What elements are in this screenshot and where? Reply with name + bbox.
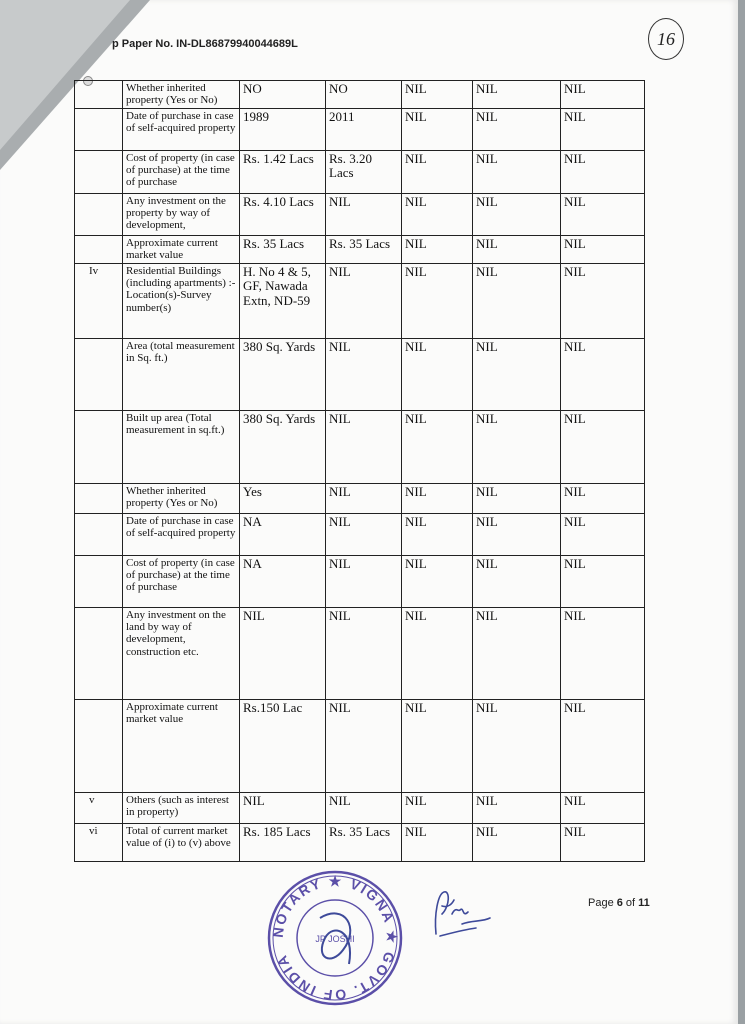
value-cell: NIL [473,792,561,823]
value-cell: NIL [240,792,326,823]
value-cell: NIL [561,699,645,792]
row-index [75,513,123,555]
value-cell: NIL [473,150,561,193]
value-cell: Rs. 4.10 Lacs [240,193,326,235]
value-cell: 380 Sq. Yards [240,338,326,410]
table-row [75,555,645,607]
property-details-table [74,80,645,862]
value-cell: NIL [473,410,561,483]
value-cell: Yes [240,483,326,513]
value-cell: NIL [402,338,473,410]
row-index [75,483,123,513]
row-label: Approximate current market value [123,235,240,263]
value-cell: 380 Sq. Yards [240,410,326,483]
table-row [75,263,645,338]
value-cell: H. No 4 & 5, GF, Nawada Extn, ND-59 [240,263,326,338]
table-row [75,483,645,513]
value-cell: NIL [561,193,645,235]
value-cell: NIL [326,338,402,410]
value-cell: NIL [402,81,473,109]
row-index [75,555,123,607]
value-cell: NIL [561,483,645,513]
notary-ring-text: NOTARY ★ VIGNA ★ GOVT. OF INDIA [269,872,401,1004]
row-label: Others (such as interest in property) [123,792,240,823]
row-label: Total of current market value of (i) to (v) above [123,823,240,861]
value-cell: NIL [473,263,561,338]
row-index: vi [75,823,123,861]
row-label: Date of purchase in case of self-acquired property [123,513,240,555]
value-cell: NIL [240,607,326,699]
value-cell: NIL [473,607,561,699]
value-cell: NIL [402,699,473,792]
value-cell: NIL [561,607,645,699]
value-cell: NIL [402,235,473,263]
value-cell: NIL [326,410,402,483]
row-label: Cost of property (in case of purchase) at the time of purchase [123,555,240,607]
value-cell: NIL [402,513,473,555]
value-cell: NIL [561,338,645,410]
table-row [75,150,645,193]
value-cell: NIL [473,108,561,150]
value-cell: Rs. 185 Lacs [240,823,326,861]
value-cell: NIL [402,823,473,861]
table-row [75,410,645,483]
row-index [75,108,123,150]
value-cell: NIL [402,483,473,513]
table-row [75,81,645,109]
value-cell: NIL [473,338,561,410]
row-label: Date of purchase in case of self-acquired property [123,108,240,150]
row-index [75,235,123,263]
value-cell: Rs. 3.20 Lacs [326,150,402,193]
row-index [75,193,123,235]
value-cell: 1989 [240,108,326,150]
value-cell: Rs.150 Lac [240,699,326,792]
value-cell: NA [240,555,326,607]
row-label: Any investment on the property by way of development, [123,193,240,235]
value-cell: Rs. 35 Lacs [326,823,402,861]
value-cell: NIL [326,607,402,699]
value-cell: NIL [402,150,473,193]
table-row [75,607,645,699]
value-cell: NIL [402,263,473,338]
value-cell: NO [326,81,402,109]
row-index [75,410,123,483]
notary-center-text: JP JOSHI [315,934,355,944]
row-label: Built up area (Total measurement in sq.ft.) [123,410,240,483]
value-cell: NIL [473,699,561,792]
table-row [75,792,645,823]
row-index [75,81,123,109]
value-cell: Rs. 1.42 Lacs [240,150,326,193]
row-index [75,607,123,699]
value-cell: NIL [561,263,645,338]
value-cell: NIL [326,193,402,235]
value-cell: NIL [326,513,402,555]
row-index: Iv [75,263,123,338]
value-cell: NIL [326,792,402,823]
table-row [75,235,645,263]
value-cell: NIL [402,555,473,607]
notary-seal [265,868,405,1008]
value-cell: NIL [326,555,402,607]
value-cell: NIL [402,193,473,235]
value-cell: NIL [473,81,561,109]
value-cell: NIL [473,513,561,555]
row-index [75,699,123,792]
table-row [75,823,645,861]
table-row [75,513,645,555]
value-cell: 2011 [326,108,402,150]
handwritten-page-number: 16 [648,18,684,60]
value-cell: NIL [402,607,473,699]
row-index: v [75,792,123,823]
value-cell: NIL [561,410,645,483]
value-cell: NIL [561,555,645,607]
value-cell: NA [240,513,326,555]
value-cell: NIL [561,150,645,193]
table-row [75,699,645,792]
page-number: Page 6 of 11 [588,897,650,909]
row-label: Whether inherited property (Yes or No) [123,81,240,109]
value-cell: NIL [561,513,645,555]
value-cell: NIL [326,483,402,513]
table-row [75,193,645,235]
value-cell: NIL [473,555,561,607]
value-cell: NIL [402,108,473,150]
value-cell: NIL [561,81,645,109]
row-label: Approximate current market value [123,699,240,792]
value-cell: NIL [326,699,402,792]
value-cell: NIL [473,235,561,263]
handwritten-signature [428,884,498,944]
row-index [75,150,123,193]
value-cell: Rs. 35 Lacs [326,235,402,263]
row-label: Whether inherited property (Yes or No) [123,483,240,513]
value-cell: NIL [402,410,473,483]
value-cell: NIL [561,235,645,263]
value-cell: NIL [561,108,645,150]
value-cell: NIL [561,792,645,823]
row-label: Cost of property (in case of purchase) at the time of purchase [123,150,240,193]
row-label: Residential Buildings (including apartments) :- Location(s)-Survey number(s) [123,263,240,338]
table-row [75,338,645,410]
value-cell: NIL [326,263,402,338]
value-cell: NIL [473,483,561,513]
row-label: Area (total measurement in Sq. ft.) [123,338,240,410]
table-row [75,108,645,150]
value-cell: NIL [473,193,561,235]
value-cell: NIL [473,823,561,861]
value-cell: NIL [561,823,645,861]
value-cell: NO [240,81,326,109]
value-cell: NIL [402,792,473,823]
row-index [75,338,123,410]
row-label: Any investment on the land by way of development, construction etc. [123,607,240,699]
value-cell: Rs. 35 Lacs [240,235,326,263]
stamp-paper-number: p Paper No. IN-DL86879940044689L [112,38,298,50]
